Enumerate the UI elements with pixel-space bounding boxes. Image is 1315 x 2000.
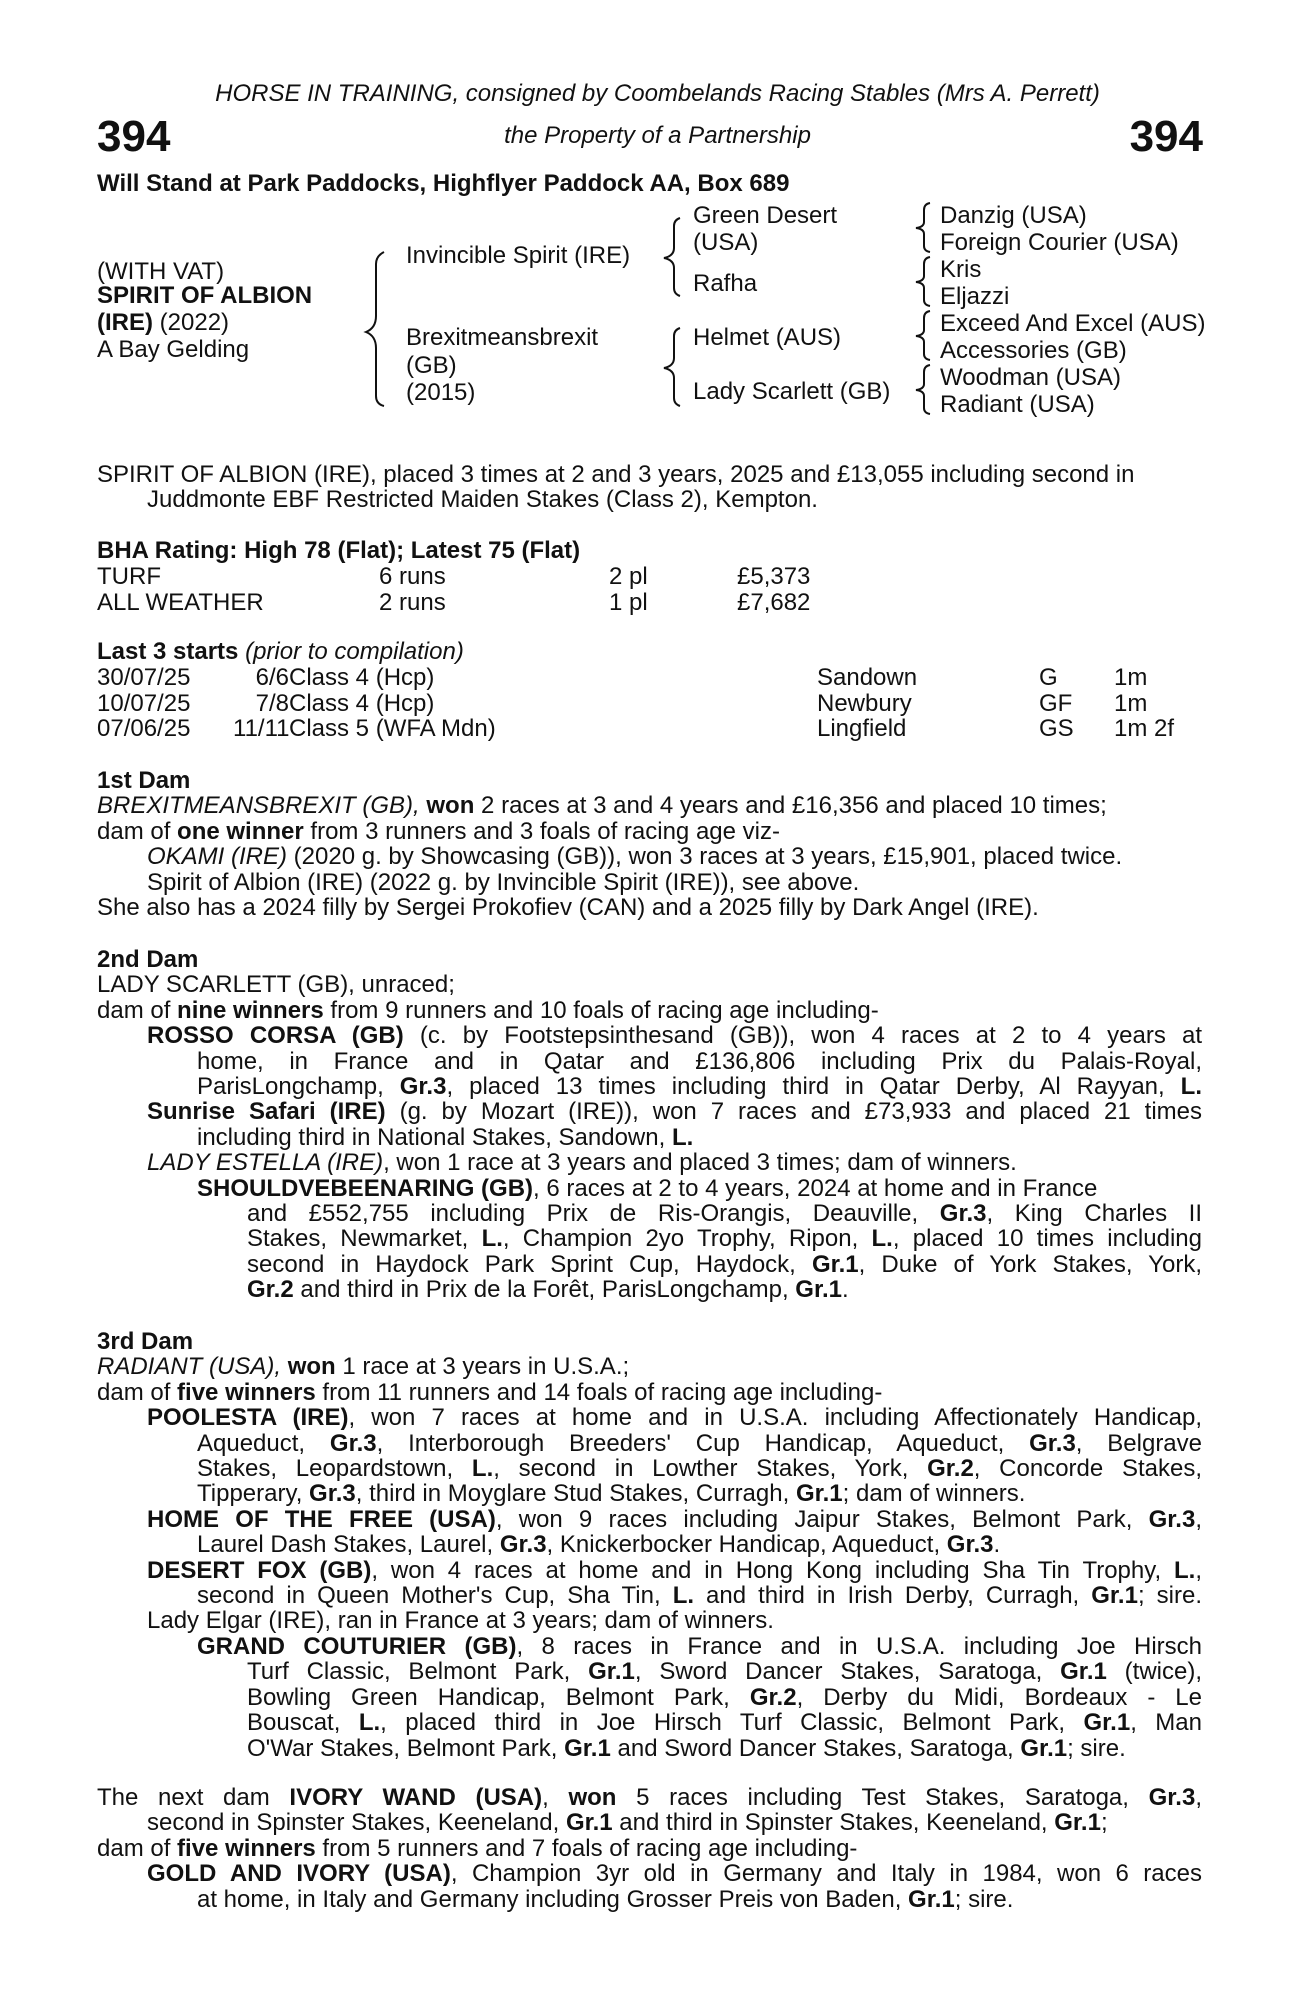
grade: Gr.3 bbox=[1029, 1429, 1076, 1457]
start-date: 10/07/25 bbox=[97, 690, 191, 717]
text: , Interborough Breeders' Cup Handicap, Aqueduct, bbox=[376, 1429, 1030, 1457]
grade: Gr.2 bbox=[749, 1683, 797, 1711]
grade: Gr.3 bbox=[946, 1531, 994, 1559]
second-dam-section bbox=[97, 947, 1202, 1303]
grade: Gr.1 bbox=[1091, 1582, 1138, 1610]
vat-note: (WITH VAT) bbox=[97, 258, 225, 285]
bold-text: five winners bbox=[177, 1834, 316, 1862]
pedigree-dam-2: (GB) bbox=[406, 352, 457, 379]
pedigree-brace-sire bbox=[656, 214, 686, 298]
pedigree-ssd: Foreign Courier (USA) bbox=[940, 229, 1179, 256]
text: , Concorde Stakes, bbox=[973, 1455, 1202, 1483]
start-going: G bbox=[1039, 664, 1058, 691]
produce-name: DESERT FOX (GB) bbox=[147, 1556, 372, 1584]
text: Laurel Dash Stakes, Laurel, bbox=[197, 1531, 500, 1559]
text: , 6 races at 2 to 4 years, 2024 at home and in France bbox=[533, 1174, 1098, 1202]
text: and third in Prix de la Forêt, ParisLongchamp, bbox=[293, 1276, 796, 1304]
text: Bouscat, bbox=[247, 1709, 359, 1737]
text: Tipperary, bbox=[197, 1480, 310, 1508]
pedigree-dam-sire: Helmet (AUS) bbox=[693, 324, 842, 351]
text: ; dam of winners. bbox=[842, 1480, 1026, 1508]
bold-text: one winner bbox=[177, 817, 304, 845]
text: Stakes, Newmarket, bbox=[247, 1225, 482, 1253]
grade: Gr.3 bbox=[1148, 1784, 1196, 1811]
grade: Gr.1 bbox=[795, 1276, 842, 1304]
text: second in Haydock Park Sprint Cup, Haydock, bbox=[247, 1250, 812, 1278]
pedigree-brace-dd bbox=[910, 362, 934, 416]
text: dam of bbox=[97, 1378, 178, 1406]
text: 5 races including Test Stakes, Saratoga, bbox=[616, 1784, 1149, 1811]
start-going: GF bbox=[1039, 690, 1073, 717]
summary-line: Juddmonte EBF Restricted Maiden Stakes (Class 2), Kempton. bbox=[147, 486, 818, 514]
start-distance: 1m bbox=[1114, 690, 1148, 717]
grade: Gr.1 bbox=[811, 1250, 859, 1278]
start-class: Class 4 (Hcp) bbox=[289, 690, 435, 717]
text: , Duke of York Stakes, York, bbox=[858, 1250, 1202, 1278]
text: ; bbox=[1100, 1809, 1108, 1837]
third-dam-line bbox=[97, 1380, 1202, 1405]
grade: Gr.1 bbox=[795, 1480, 843, 1508]
pedigree-brace-ss bbox=[910, 200, 934, 254]
text: , Man bbox=[1130, 1709, 1202, 1737]
start-distance: 1m 2f bbox=[1114, 715, 1175, 742]
text: ; sire. bbox=[1137, 1582, 1202, 1610]
bold-text: nine winners bbox=[177, 996, 324, 1024]
produce-name: Sunrise Safari (IRE) bbox=[147, 1098, 386, 1126]
grade: L. bbox=[358, 1709, 381, 1737]
last-starts-heading bbox=[97, 638, 464, 666]
text: 2 races at 3 and 4 years and £16,356 and placed 10 times; bbox=[474, 792, 1107, 820]
grade: L. bbox=[481, 1225, 503, 1253]
pedigree-ddd: Radiant (USA) bbox=[940, 391, 1095, 418]
pedigree-dam-1: Brexitmeansbrexit bbox=[406, 324, 599, 351]
bold-text: won bbox=[426, 792, 475, 820]
text: (c. by Footstepsinthesand (GB)), won 4 races at 2 to 4 years at bbox=[403, 1022, 1202, 1050]
grade: L. bbox=[871, 1225, 893, 1253]
text: , won 1 race at 3 years and placed 3 times; dam of winners. bbox=[383, 1149, 1017, 1177]
text: and Sword Dancer Stakes, Saratoga, bbox=[610, 1734, 1021, 1762]
produce-name: POOLESTA (IRE) bbox=[147, 1404, 349, 1432]
text: , Sword Dancer Stakes, Saratoga, bbox=[634, 1658, 1061, 1686]
grade: Gr.1 bbox=[588, 1658, 635, 1686]
produce-line bbox=[97, 1405, 1202, 1430]
start-date: 30/07/25 bbox=[97, 664, 191, 691]
stand-location: Will Stand at Park Paddocks, Highflyer Paddock AA, Box 689 bbox=[97, 170, 790, 197]
grade: Gr.3 bbox=[1148, 1505, 1196, 1533]
text: from 5 runners and 7 foals of racing age including- bbox=[315, 1834, 858, 1862]
produce-line bbox=[97, 1736, 1202, 1761]
pedigree-brace-ds bbox=[910, 308, 934, 362]
produce-line bbox=[97, 1431, 1202, 1456]
produce-line: Lady Elgar (IRE), ran in France at 3 years; dam of winners. bbox=[147, 1607, 774, 1635]
lot-number-right: 394 bbox=[1129, 112, 1203, 161]
start-class: Class 4 (Hcp) bbox=[289, 664, 435, 691]
text: Aqueduct, bbox=[197, 1429, 330, 1457]
text: , bbox=[1195, 1556, 1202, 1584]
pedigree-sss: Danzig (USA) bbox=[940, 202, 1087, 229]
produce-line bbox=[97, 1710, 1202, 1735]
text: dam of bbox=[97, 1834, 178, 1862]
start-course: Newbury bbox=[817, 690, 912, 717]
produce-line bbox=[97, 1252, 1202, 1277]
start-position: 11/11 bbox=[233, 715, 290, 742]
grade: L. bbox=[671, 1123, 694, 1151]
grade: L. bbox=[1180, 1073, 1202, 1101]
text: , King Charles II bbox=[986, 1200, 1202, 1228]
start-position: 6/6 bbox=[255, 664, 289, 691]
text: Stakes, Leopardstown, bbox=[197, 1455, 472, 1483]
horse-description: A Bay Gelding bbox=[97, 336, 250, 363]
lot-number-left: 394 bbox=[97, 112, 171, 161]
produce-line bbox=[97, 1099, 1202, 1124]
text: , Champion 3yr old in Germany and Italy in 1984, won 6 races bbox=[450, 1860, 1202, 1888]
horse-name: SPIRIT OF ALBION bbox=[97, 282, 313, 309]
horse-suffix: (IRE) bbox=[97, 309, 153, 336]
dam-name: IVORY WAND (USA) bbox=[289, 1784, 543, 1811]
text: , Champion 2yo Trophy, Ripon, bbox=[502, 1225, 872, 1253]
third-dam-line bbox=[97, 1354, 1202, 1379]
text: Turf Classic, Belmont Park, bbox=[247, 1658, 589, 1686]
start-position: 7/8 bbox=[255, 690, 289, 717]
grade: Gr.1 bbox=[908, 1885, 955, 1913]
grade: Gr.1 bbox=[1060, 1658, 1107, 1686]
text: , placed third in Joe Hirsch Turf Classic, Belmont Park, bbox=[380, 1709, 1084, 1737]
text: and third in Irish Derby, Curragh, bbox=[694, 1582, 1092, 1610]
text: , won 7 races at home and in U.S.A. including Affectionately Handicap, bbox=[348, 1404, 1203, 1432]
bha-rating-heading: BHA Rating: High 78 (Flat); Latest 75 (Flat) bbox=[97, 537, 581, 564]
summary-line: SPIRIT OF ALBION (IRE), placed 3 times at 2 and 3 years, 2025 and £13,055 including second in bbox=[97, 461, 1135, 488]
pedigree-sire: Invincible Spirit (IRE) bbox=[406, 242, 631, 269]
text: (twice), bbox=[1106, 1658, 1202, 1686]
produce-line bbox=[97, 1861, 1202, 1886]
start-date: 07/06/25 bbox=[97, 715, 191, 742]
first-dam-line bbox=[97, 819, 1202, 844]
grade: Gr.3 bbox=[499, 1531, 547, 1559]
bha-placed: 2 pl bbox=[609, 563, 648, 590]
text: and £552,755 including Prix de Ris-Orangis, Deauville, bbox=[247, 1200, 940, 1228]
section-heading: 3rd Dam bbox=[97, 1328, 194, 1355]
text: O'War Stakes, Belmont Park, bbox=[247, 1734, 565, 1762]
text: , third in Moyglare Stud Stakes, Curragh, bbox=[355, 1480, 796, 1508]
produce-line bbox=[97, 1532, 1202, 1557]
produce-line bbox=[97, 1583, 1202, 1608]
produce-line bbox=[97, 1481, 1202, 1506]
text: including third in National Stakes, Sandown, bbox=[197, 1123, 672, 1151]
pedigree-sds: Kris bbox=[940, 256, 982, 283]
pedigree-brace-sd bbox=[910, 254, 934, 308]
text: , Belgrave bbox=[1075, 1429, 1203, 1457]
text: dam of bbox=[97, 996, 178, 1024]
next-dam-line bbox=[97, 1836, 1202, 1861]
produce-name: GOLD AND IVORY (USA) bbox=[147, 1860, 451, 1888]
produce-line bbox=[97, 1685, 1202, 1710]
text: ParisLongchamp, bbox=[197, 1073, 400, 1101]
dam-name: BREXITMEANSBREXIT (GB), bbox=[97, 792, 427, 820]
text: at home, in Italy and Germany including Grosser Preis von Baden, bbox=[197, 1885, 909, 1913]
produce-line: home, in France and in Qatar and £136,806 including Prix du Palais-Royal, bbox=[197, 1047, 1202, 1075]
text: . bbox=[842, 1276, 849, 1304]
text: ; sire. bbox=[954, 1885, 1014, 1913]
produce-line bbox=[97, 1226, 1202, 1251]
text: , second in Lowther Stakes, York, bbox=[493, 1455, 928, 1483]
produce-line bbox=[97, 1277, 1202, 1302]
bha-prize: £5,373 bbox=[737, 563, 811, 590]
property-line: the Property of a Partnership bbox=[504, 122, 811, 149]
horse-suffix-year bbox=[97, 309, 229, 337]
produce-line bbox=[97, 1150, 1202, 1175]
text: and third in Spinster Stakes, Keeneland, bbox=[612, 1809, 1055, 1837]
bha-runs: 6 runs bbox=[379, 563, 446, 590]
race-summary bbox=[97, 462, 1202, 513]
next-dam-line bbox=[97, 1785, 1202, 1810]
pedigree-brace-main bbox=[360, 248, 390, 408]
text: , bbox=[1195, 1784, 1202, 1811]
bha-prize: £7,682 bbox=[737, 589, 811, 616]
horse-year: (2022) bbox=[153, 309, 230, 336]
second-dam-line: LADY SCARLETT (GB), unraced; bbox=[97, 971, 455, 999]
pedigree-sdd: Eljazzi bbox=[940, 283, 1010, 310]
text: from 11 runners and 14 foals of racing age including- bbox=[315, 1378, 883, 1406]
grade: Gr.3 bbox=[309, 1480, 356, 1508]
grade: Gr.1 bbox=[1083, 1709, 1131, 1737]
next-dam-section bbox=[97, 1785, 1202, 1912]
text: Bowling Green Handicap, Belmont Park, bbox=[247, 1683, 750, 1711]
produce-line bbox=[97, 1507, 1202, 1532]
start-course: Lingfield bbox=[817, 715, 907, 742]
grade: L. bbox=[672, 1582, 695, 1610]
pedigree-dsd: Accessories (GB) bbox=[940, 337, 1127, 364]
grade: L. bbox=[1174, 1556, 1196, 1584]
next-dam-line bbox=[97, 1810, 1202, 1835]
grade: Gr.2 bbox=[927, 1455, 974, 1483]
first-dam-line: She also has a 2024 filly by Sergei Prokofiev (CAN) and a 2025 filly by Dark Angel (IRE). bbox=[97, 894, 1039, 922]
pedigree-sire-sire-2: (USA) bbox=[693, 229, 759, 256]
pedigree-dam-dam: Lady Scarlett (GB) bbox=[693, 378, 891, 405]
pedigree-dds: Woodman (USA) bbox=[940, 364, 1121, 391]
bold-text: won bbox=[568, 1784, 617, 1811]
produce-line bbox=[97, 844, 1202, 869]
text: , Knickerbocker Handicap, Aqueduct, bbox=[546, 1531, 947, 1559]
start-course: Sandown bbox=[817, 664, 918, 691]
pedigree-sire-dam: Rafha bbox=[693, 270, 758, 297]
bold-text: five winners bbox=[177, 1378, 316, 1406]
produce-line bbox=[97, 1201, 1202, 1226]
text: (2020 g. by Showcasing (GB)), won 3 races at 3 years, £15,901, placed twice. bbox=[287, 843, 1123, 871]
produce-line bbox=[97, 1176, 1202, 1201]
grade: Gr.1 bbox=[565, 1809, 613, 1837]
text: , placed 10 times including bbox=[892, 1225, 1202, 1253]
text: second in Queen Mother's Cup, Sha Tin, bbox=[197, 1582, 673, 1610]
first-dam-line bbox=[97, 793, 1202, 818]
text: , Derby du Midi, Bordeaux - Le bbox=[796, 1683, 1203, 1711]
produce-line bbox=[97, 1456, 1202, 1481]
produce-line bbox=[97, 1659, 1202, 1684]
last-starts-title: Last 3 starts bbox=[97, 638, 239, 665]
pedigree-sire-sire-1: Green Desert bbox=[693, 202, 838, 229]
produce-name: HOME OF THE FREE (USA) bbox=[147, 1505, 496, 1533]
text: , won 9 races including Jaipur Stakes, Belmont Park, bbox=[495, 1505, 1149, 1533]
text: . bbox=[993, 1531, 1001, 1559]
produce-line bbox=[97, 1074, 1202, 1099]
third-dam-section bbox=[97, 1329, 1202, 1761]
pedigree-dss: Exceed And Excel (AUS) bbox=[940, 310, 1206, 337]
first-dam-section bbox=[97, 768, 1202, 920]
text: dam of bbox=[97, 817, 178, 845]
dam-name: RADIANT (USA), bbox=[97, 1353, 288, 1381]
produce-name: SHOULDVEBEENARING (GB) bbox=[197, 1174, 534, 1202]
text: (g. by Mozart (IRE)), won 7 races and £73,933 and placed 21 times bbox=[385, 1098, 1203, 1126]
grade: Gr.3 bbox=[939, 1200, 987, 1228]
produce-name: OKAMI (IRE) bbox=[147, 843, 288, 871]
text: from 9 runners and 10 foals of racing age including- bbox=[323, 996, 879, 1024]
produce-name: ROSSO CORSA (GB) bbox=[147, 1022, 404, 1050]
produce-line bbox=[97, 1634, 1202, 1659]
start-distance: 1m bbox=[1114, 664, 1148, 691]
text: ; sire. bbox=[1067, 1734, 1126, 1762]
pedigree-brace-dam bbox=[656, 324, 686, 408]
produce-name: LADY ESTELLA (IRE) bbox=[147, 1149, 384, 1177]
text: 1 race at 3 years in U.S.A.; bbox=[335, 1353, 630, 1381]
grade: Gr.3 bbox=[329, 1429, 377, 1457]
pedigree-dam-3: (2015) bbox=[406, 379, 476, 406]
section-heading: 1st Dam bbox=[97, 767, 191, 794]
grade: Gr.2 bbox=[247, 1276, 294, 1304]
bha-placed: 1 pl bbox=[609, 589, 648, 616]
produce-line bbox=[97, 1125, 1202, 1150]
text: , 8 races in France and in U.S.A. including Joe Hirsch bbox=[516, 1632, 1203, 1660]
second-dam-line bbox=[97, 998, 1202, 1023]
produce-line: Spirit of Albion (IRE) (2022 g. by Invincible Spirit (IRE)), see above. bbox=[147, 868, 860, 896]
text: second in Spinster Stakes, Keeneland, bbox=[147, 1809, 566, 1837]
grade: L. bbox=[471, 1455, 494, 1483]
text: , bbox=[542, 1784, 569, 1811]
bha-runs: 2 runs bbox=[379, 589, 446, 616]
produce-line bbox=[97, 1023, 1202, 1048]
grade: Gr.1 bbox=[564, 1734, 611, 1762]
bold-text: won bbox=[287, 1353, 336, 1381]
bha-surface: TURF bbox=[97, 563, 161, 590]
text: , bbox=[1195, 1505, 1202, 1533]
start-class: Class 5 (WFA Mdn) bbox=[289, 715, 496, 742]
produce-line bbox=[97, 1558, 1202, 1583]
grade: Gr.3 bbox=[399, 1073, 447, 1101]
text: , placed 13 times including third in Qatar Derby, Al Rayyan, bbox=[446, 1073, 1181, 1101]
grade: Gr.1 bbox=[1054, 1809, 1101, 1837]
produce-name: GRAND COUTURIER (GB) bbox=[197, 1632, 517, 1660]
text: The next dam bbox=[97, 1784, 290, 1811]
section-heading: 2nd Dam bbox=[97, 946, 199, 973]
start-going: GS bbox=[1039, 715, 1074, 742]
last-starts-note: (prior to compilation) bbox=[238, 638, 464, 665]
grade: Gr.1 bbox=[1020, 1734, 1068, 1762]
bha-surface: ALL WEATHER bbox=[97, 589, 264, 616]
text: from 3 runners and 3 foals of racing age viz- bbox=[303, 817, 780, 845]
consignor-line: HORSE IN TRAINING, consigned by Coombelands Racing Stables (Mrs A. Perrett) bbox=[215, 80, 1100, 107]
text: , won 4 races at home and in Hong Kong including Sha Tin Trophy, bbox=[371, 1556, 1174, 1584]
produce-line bbox=[97, 1887, 1202, 1912]
